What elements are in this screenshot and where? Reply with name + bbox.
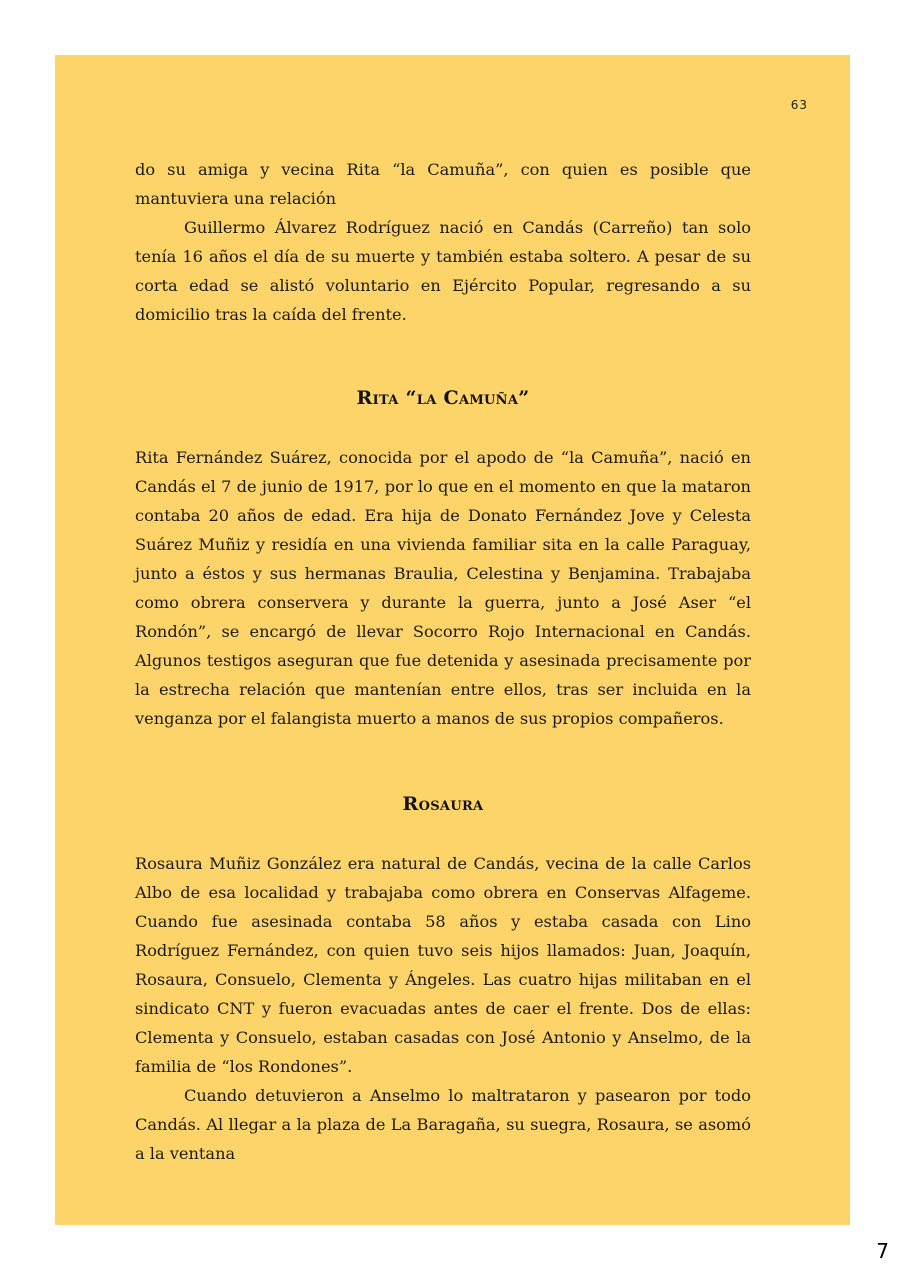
paragraph-anselmo: Cuando detuvieron a Anselmo lo maltrataron y pasearon por todo Candás. Al llegar a la plaza de La Baragaña, su suegra, Rosaura, se asomó a la ventana bbox=[135, 1086, 751, 1163]
book-page bbox=[55, 55, 850, 1225]
paragraph-rita: Rita Fernández Suárez, conocida por el apodo de “la Camuña”, nació en Candás el 7 de junio de 1917, por lo que en el momento en que la mataron contaba 20 años de edad. Era hija de Donato Fernández Jove y Celesta Suárez Muñiz y residía en una vivienda familiar sita en la calle Paraguay, junto a éstos y sus hermanas Braulia, Celestina y Benjamina. Trabajaba como obrera conservera y durante la guerra, junto a José Aser “el Rondón”, se encargó de llevar Socorro Rojo Internacional en Candás. Algunos testigos aseguran que fue detenida y asesinada precisamente por la estrecha relación que mantenían entre ellos, tras ser incluida en la venganza por el falangista muerto a manos de sus propios compañeros. bbox=[135, 448, 751, 728]
paragraph-guillermo: Guillermo Álvarez Rodríguez nació en Candás (Carreño) tan solo tenía 16 años el día de su muerte y también estaba soltero. A pesar de su corta edad se alistó voluntario en Ejército Popular, regresando a su domicilio tras la caída del frente. bbox=[135, 218, 751, 324]
paragraph-rosaura: Rosaura Muñiz González era natural de Candás, vecina de la calle Carlos Albo de esa localidad y trabajaba como obrera en Conservas Alfageme. Cuando fue asesinada contaba 58 años y estaba casada con Lino Rodríguez Fernández, con quien tuvo seis hijos llamados: Juan, Joaquín, Rosaura, Consuelo, Clementa y Ángeles. Las cuatro hijas militaban en el sindicato CNT y fueron evacuadas antes de caer el frente. Dos de ellas: Clementa y Consuelo, estaban casadas con José Antonio y Anselmo, de la familia de “los Rondones”. bbox=[135, 854, 751, 1076]
section-heading-rosaura: Rosaura bbox=[402, 793, 484, 815]
section-heading-rita: Rita “la Camuña” bbox=[356, 387, 530, 409]
sheet-number: 7 bbox=[876, 1239, 889, 1263]
page-number: 63 bbox=[790, 98, 808, 112]
page-body bbox=[135, 155, 751, 1168]
paragraph-continuation: do su amiga y vecina Rita “la Camuña”, con quien es posible que mantuviera una relación bbox=[135, 160, 751, 208]
